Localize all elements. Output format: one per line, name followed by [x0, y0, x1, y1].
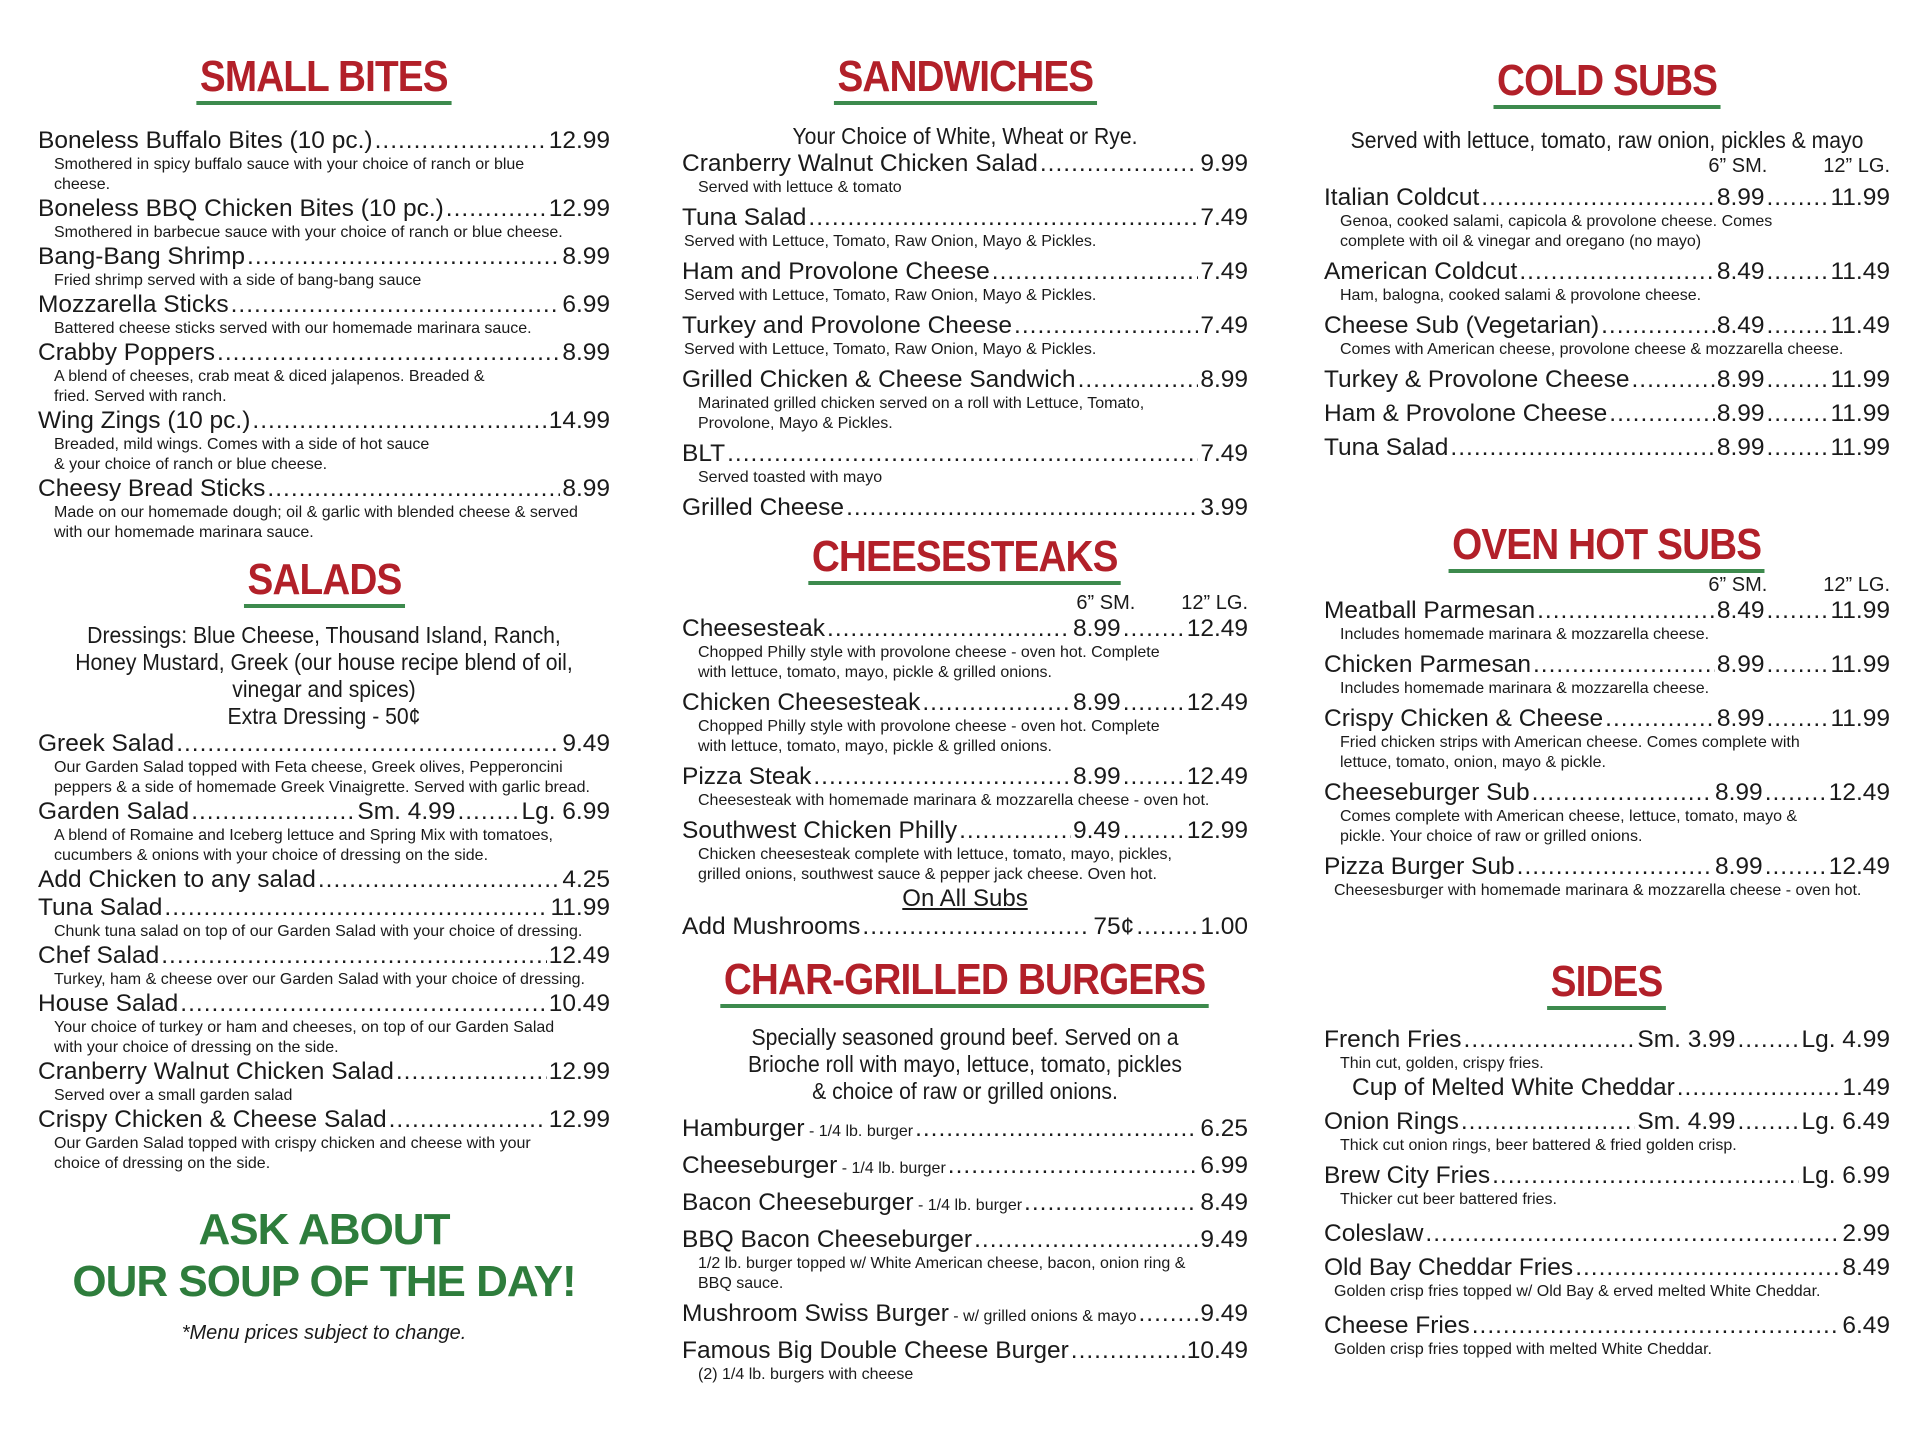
item-name: Meatball Parmesan — [1324, 597, 1536, 624]
item-name: Southwest Chicken Philly — [682, 817, 958, 844]
menu-item — [38, 730, 610, 798]
item-name: Garden Salad — [38, 798, 190, 825]
item-price-small: 9.49 — [1073, 817, 1121, 844]
item-description: Fried shrimp served with a side of bang-bang sauce — [54, 272, 422, 289]
menu-item — [682, 1226, 1248, 1294]
item-price: 9.49 — [562, 730, 610, 757]
item-name: BBQ Bacon Cheeseburger — [682, 1226, 973, 1253]
item-description: Made on our homemade dough; oil & garlic with blended cheese & served with our homemade marinara sauce. — [54, 504, 578, 541]
item-price-small: 8.99 — [1716, 434, 1765, 461]
menu-item — [682, 1189, 1248, 1220]
menu-item — [682, 204, 1248, 252]
item-price-large: Lg. 6.99 — [521, 798, 610, 825]
item-price: 12.49 — [548, 942, 610, 969]
item-name: Grilled Chicken & Cheese Sandwich — [682, 366, 1076, 393]
item-price: 9.49 — [1200, 1300, 1248, 1327]
item-name: Cheese Sub (Vegetarian) — [1324, 312, 1600, 339]
item-description: Comes with American cheese, provolone cheese & mozzarella cheese. — [1340, 341, 1844, 358]
item-description: Battered cheese sticks served with our homemade marinara sauce. — [54, 320, 532, 337]
item-name: Greek Salad — [38, 730, 175, 757]
small-bites-heading: SMALL BITES — [38, 54, 610, 105]
menu-item — [1324, 1074, 1890, 1102]
item-description: Chopped Philly style with provolone cheese - oven hot. Complete with lettuce, tomato, mayo, pickle & grilled onions. — [698, 718, 1160, 755]
item-name: Bacon Cheeseburger — [682, 1189, 914, 1216]
item-description: Thicker cut beer battered fries. — [1340, 1191, 1557, 1208]
item-price-large: 11.99 — [1830, 597, 1890, 624]
item-price-large: 12.99 — [1186, 817, 1248, 844]
item-note: - 1/4 lb. burger — [804, 1123, 914, 1140]
menu-item — [682, 1300, 1248, 1331]
menu-item — [38, 127, 610, 195]
menu-item — [38, 243, 610, 291]
item-price: 6.49 — [1842, 1312, 1890, 1339]
item-name: Boneless BBQ Chicken Bites (10 pc.) — [38, 195, 444, 222]
item-description: Cheesesburger with homemade marinara & mozzarella cheese - oven hot. — [1334, 882, 1862, 899]
item-price-small: Sm. 4.99 — [1637, 1108, 1736, 1135]
item-price-small: 8.99 — [1716, 651, 1765, 678]
item-name: Cheeseburger Sub — [1324, 779, 1530, 806]
item-price: 7.49 — [1200, 312, 1248, 339]
item-price: 12.99 — [548, 1106, 610, 1133]
soup-line-2: OUR SOUP OF THE DAY! — [72, 1257, 576, 1306]
item-name: Famous Big Double Cheese Burger — [682, 1337, 1069, 1364]
item-price-small: 8.49 — [1716, 258, 1765, 285]
item-name: Chicken Parmesan — [1324, 651, 1531, 678]
item-description: Served with Lettuce, Tomato, Raw Onion, Mayo & Pickles. — [684, 287, 1097, 304]
item-price: 10.49 — [1186, 1337, 1248, 1364]
item-name: Turkey & Provolone Cheese — [1324, 366, 1630, 393]
item-description: Our Garden Salad topped with Feta cheese, Greek olives, Pepperoncini peppers & a side of homemade Greek Vinaigrette. Served with garlic bread. — [54, 759, 590, 796]
menu-item — [1324, 184, 1890, 252]
oven-hot-subs-heading: OVEN HOT SUBS — [1324, 522, 1890, 573]
item-price-small: 8.49 — [1716, 312, 1765, 339]
item-description: Genoa, cooked salami, capicola & provolone cheese. Comes complete with oil & vinegar and oregano (no mayo) — [1340, 213, 1773, 250]
item-description: Your choice of turkey or ham and cheeses, on top of our Garden Salad with your choice of dressing on the side. — [54, 1019, 555, 1056]
menu-item — [38, 1058, 610, 1106]
menu-item — [38, 195, 610, 243]
item-name: American Coldcut — [1324, 258, 1518, 285]
large-size-label: 12” LG. — [1181, 592, 1248, 614]
size-column-headers — [682, 591, 1248, 615]
item-name: Old Bay Cheddar Fries — [1324, 1254, 1574, 1281]
burgers-subtitle: Specially seasoned ground beef. Served on a Brioche roll with mayo, lettuce, tomato, pickles & choice of raw or grilled onions. — [748, 1024, 1182, 1104]
item-name: Ham and Provolone Cheese — [682, 258, 990, 285]
item-price-small: 8.99 — [1716, 184, 1765, 211]
item-name: Hamburger — [682, 1115, 805, 1142]
item-description: 1/2 lb. burger topped w/ White American cheese, bacon, onion ring & BBQ sauce. — [698, 1255, 1186, 1292]
column-left — [38, 0, 610, 1345]
item-name: Cheese Fries — [1324, 1312, 1470, 1339]
item-name: Chicken Cheesesteak — [682, 689, 921, 716]
menu-item — [682, 1337, 1248, 1385]
extra-dressing-text: Extra Dressing - 50¢ — [227, 703, 421, 729]
burgers-heading: CHAR-GRILLED BURGERS — [682, 957, 1248, 1008]
large-size-label: 12” LG. — [1823, 574, 1890, 596]
item-price-small: 8.99 — [1073, 615, 1121, 642]
item-name: Mushroom Swiss Burger — [682, 1300, 949, 1327]
price-disclaimer: *Menu prices subject to change. — [181, 1322, 467, 1344]
item-price-large: 11.49 — [1830, 312, 1890, 339]
item-price-large: 11.49 — [1830, 258, 1890, 285]
item-name: Tuna Salad — [38, 894, 163, 921]
menu-item — [682, 150, 1248, 198]
item-price-small: 8.99 — [1716, 366, 1765, 393]
menu-item — [1324, 400, 1890, 428]
add-mushrooms-row — [682, 913, 1248, 941]
item-description: Served with Lettuce, Tomato, Raw Onion, Mayo & Pickles. — [684, 233, 1097, 250]
item-name: Cheeseburger — [682, 1152, 838, 1179]
sides-heading: SIDES — [1324, 959, 1890, 1010]
item-price-large: 12.49 — [1186, 615, 1248, 642]
item-price-large: 11.99 — [1830, 651, 1890, 678]
menu-item — [682, 763, 1248, 811]
item-price-large: 1.00 — [1200, 913, 1248, 940]
item-name: French Fries — [1324, 1026, 1462, 1053]
item-name: House Salad — [38, 990, 179, 1017]
item-price: 6.99 — [562, 291, 610, 318]
menu-item — [38, 407, 610, 475]
item-description: Chopped Philly style with provolone cheese - oven hot. Complete with lettuce, tomato, mayo, pickle & grilled onions. — [698, 644, 1160, 681]
menu-item — [1324, 258, 1890, 306]
item-name: Crispy Chicken & Cheese Salad — [38, 1106, 387, 1133]
item-name: Cheesesteak — [682, 615, 826, 642]
column-right — [1324, 0, 1890, 1360]
size-column-headers — [1324, 573, 1890, 597]
item-note: - 1/4 lb. burger — [837, 1160, 946, 1177]
item-name: Ham & Provolone Cheese — [1324, 400, 1608, 427]
item-price-large: 11.99 — [1830, 366, 1890, 393]
item-price: 8.99 — [562, 475, 610, 502]
menu-item — [1324, 1026, 1890, 1074]
item-price-large: 12.49 — [1828, 853, 1890, 880]
item-price-large: Lg. 4.99 — [1801, 1026, 1890, 1053]
item-price-small: 8.99 — [1716, 400, 1765, 427]
item-price-large: 11.99 — [1830, 434, 1890, 461]
dressings-text: Dressings: Blue Cheese, Thousand Island, Ranch, Honey Mustard, Greek (our house recipe blend of oil, vinegar and spices) — [75, 622, 573, 702]
item-name: Tuna Salad — [1324, 434, 1449, 461]
item-price: 12.99 — [548, 127, 610, 154]
item-description: Served toasted with mayo — [698, 469, 883, 486]
cheesesteaks-heading: CHEESESTEAKS — [682, 534, 1248, 585]
menu-item — [682, 366, 1248, 434]
item-name: Pizza Steak — [682, 763, 812, 790]
menu-item — [1324, 434, 1890, 462]
item-description: Our Garden Salad topped with crispy chicken and cheese with your choice of dressing on the side. — [54, 1135, 531, 1172]
item-price: 6.99 — [1200, 1152, 1248, 1179]
item-price: 8.49 — [1200, 1189, 1248, 1216]
item-description: Chicken cheesesteak complete with lettuce, tomato, mayo, pickles, grilled onions, southwest sauce & pepper jack cheese. Oven hot. — [698, 846, 1172, 883]
item-note: - w/ grilled onions & mayo — [948, 1308, 1137, 1325]
item-price: 8.99 — [1200, 366, 1248, 393]
item-description: Golden crisp fries topped with melted White Cheddar. — [1334, 1341, 1712, 1358]
menu-item — [38, 942, 610, 990]
item-description: Includes homemade marinara & mozzarella cheese. — [1340, 680, 1710, 697]
menu-item — [1324, 1162, 1890, 1210]
item-price: 6.25 — [1200, 1115, 1248, 1142]
item-name: Brew City Fries — [1324, 1162, 1491, 1189]
small-size-label: 6” SM. — [1708, 155, 1768, 177]
item-name: Cranberry Walnut Chicken Salad — [38, 1058, 394, 1085]
item-note: - 1/4 lb. burger — [913, 1197, 1023, 1214]
item-description: Smothered in spicy buffalo sauce with your choice of ranch or blue cheese. — [54, 156, 525, 193]
item-description: Fried chicken strips with American cheese. Comes complete with lettuce, tomato, onion, mayo & pickle. — [1340, 734, 1800, 771]
menu-item — [1324, 597, 1890, 645]
menu-item — [682, 817, 1248, 885]
menu-item — [682, 258, 1248, 306]
item-name: BLT — [682, 440, 726, 467]
item-price-small: 8.49 — [1716, 597, 1765, 624]
item-price: 7.49 — [1200, 440, 1248, 467]
item-description: Includes homemade marinara & mozzarella cheese. — [1340, 626, 1710, 643]
item-price-large: 12.49 — [1828, 779, 1890, 806]
item-price-large: 11.99 — [1830, 184, 1890, 211]
item-price-large: 11.99 — [1830, 705, 1890, 732]
item-price: 7.49 — [1200, 258, 1248, 285]
item-price-small: 75¢ — [1093, 913, 1135, 940]
item-description: Served with Lettuce, Tomato, Raw Onion, Mayo & Pickles. — [684, 341, 1097, 358]
menu-item — [682, 494, 1248, 522]
item-name: Mozzarella Sticks — [38, 291, 229, 318]
item-description: Ham, balogna, cooked salami & provolone cheese. — [1340, 287, 1702, 304]
menu-item — [1324, 366, 1890, 394]
item-name: Cup of Melted White Cheddar — [1352, 1074, 1675, 1101]
item-description: Comes complete with American cheese, lettuce, tomato, mayo & pickle. Your choice of raw or grilled onions. — [1340, 808, 1798, 845]
item-name: Italian Coldcut — [1324, 184, 1480, 211]
sandwiches-heading: SANDWICHES — [682, 54, 1248, 105]
menu-item — [682, 312, 1248, 360]
menu-item — [1324, 1312, 1890, 1360]
item-price-small: 8.99 — [1716, 705, 1765, 732]
item-price-large: 12.49 — [1186, 689, 1248, 716]
item-price-small: 8.99 — [1073, 763, 1121, 790]
item-description: (2) 1/4 lb. burgers with cheese — [698, 1366, 914, 1383]
menu-item — [1324, 651, 1890, 699]
item-price: 1.49 — [1842, 1074, 1890, 1101]
item-description: Thick cut onion rings, beer battered & fried golden crisp. — [1340, 1137, 1737, 1154]
item-price: 9.99 — [1200, 150, 1248, 177]
item-name: Wing Zings (10 pc.) — [38, 407, 251, 434]
item-price: 2.99 — [1842, 1220, 1890, 1247]
menu-item — [1324, 1220, 1890, 1248]
menu-item — [38, 1106, 610, 1174]
item-description: Breaded, mild wings. Comes with a side of hot sauce & your choice of ranch or blue cheese. — [54, 436, 430, 473]
item-name: Turkey and Provolone Cheese — [682, 312, 1013, 339]
item-price-small: 8.99 — [1715, 853, 1763, 880]
item-name: Onion Rings — [1324, 1108, 1459, 1135]
menu-item — [1324, 853, 1890, 901]
on-all-subs-label: On All Subs — [902, 885, 1028, 912]
menu-item — [38, 798, 610, 866]
item-price: 9.49 — [1200, 1226, 1248, 1253]
item-price: 8.99 — [562, 339, 610, 366]
item-price: Lg. 6.99 — [1801, 1162, 1890, 1189]
menu-item — [38, 475, 610, 543]
item-description: Served with lettuce & tomato — [698, 179, 902, 196]
item-description: Cheesesteak with homemade marinara & mozzarella cheese - oven hot. — [698, 792, 1210, 809]
menu-item — [38, 866, 610, 894]
menu-item — [38, 291, 610, 339]
menu-item — [38, 894, 610, 942]
column-middle — [682, 0, 1248, 1385]
menu-item — [682, 1115, 1248, 1146]
item-price: 3.99 — [1200, 494, 1248, 521]
item-price-small: 8.99 — [1073, 689, 1121, 716]
item-name: Chef Salad — [38, 942, 160, 969]
menu-item — [682, 440, 1248, 488]
size-column-headers — [1324, 154, 1890, 178]
cold-subs-subtitle: Served with lettuce, tomato, raw onion, pickles & mayo — [1350, 127, 1864, 153]
item-description: Thin cut, golden, crispy fries. — [1340, 1055, 1544, 1072]
item-name: Add Mushrooms — [682, 913, 861, 940]
small-size-label: 6” SM. — [1076, 592, 1136, 614]
item-price: 11.99 — [550, 894, 610, 921]
item-price-large: 12.49 — [1186, 763, 1248, 790]
item-name: Bang-Bang Shrimp — [38, 243, 246, 270]
menu-item — [1324, 312, 1890, 360]
menu-item — [682, 1152, 1248, 1183]
item-name: Cranberry Walnut Chicken Salad — [682, 150, 1038, 177]
sandwiches-subtitle: Your Choice of White, Wheat or Rye. — [792, 123, 1138, 149]
menu-item — [1324, 1108, 1890, 1156]
large-size-label: 12” LG. — [1823, 155, 1890, 177]
item-price: 8.99 — [562, 243, 610, 270]
menu-item — [1324, 1254, 1890, 1302]
item-price-small: Sm. 3.99 — [1637, 1026, 1736, 1053]
item-description: A blend of cheeses, crab meat & diced jalapenos. Breaded & fried. Served with ranch. — [54, 368, 485, 405]
menu-item — [682, 615, 1248, 683]
small-size-label: 6” SM. — [1708, 574, 1768, 596]
item-description: Marinated grilled chicken served on a roll with Lettuce, Tomato, Provolone, Mayo & Pickles. — [698, 395, 1145, 432]
menu-item — [38, 990, 610, 1058]
item-price-small: 8.99 — [1715, 779, 1763, 806]
menu-item — [1324, 705, 1890, 773]
item-description: Chunk tuna salad on top of our Garden Salad with your choice of dressing. — [54, 923, 583, 940]
item-name: Add Chicken to any salad — [38, 866, 316, 893]
item-price: 10.49 — [548, 990, 610, 1017]
item-price: 12.99 — [548, 1058, 610, 1085]
item-price-large: 11.99 — [1830, 400, 1890, 427]
item-description: Smothered in barbecue sauce with your choice of ranch or blue cheese. — [54, 224, 563, 241]
item-description: Served over a small garden salad — [54, 1087, 293, 1104]
item-name: Crabby Poppers — [38, 339, 216, 366]
menu-item — [1324, 779, 1890, 847]
item-price: 14.99 — [548, 407, 610, 434]
item-price: 7.49 — [1200, 204, 1248, 231]
item-name: Pizza Burger Sub — [1324, 853, 1515, 880]
item-name: Tuna Salad — [682, 204, 807, 231]
item-price: 4.25 — [562, 866, 610, 893]
item-description: Golden crisp fries topped w/ Old Bay & erved melted White Cheddar. — [1334, 1283, 1821, 1300]
item-price-small: Sm. 4.99 — [357, 798, 456, 825]
salads-heading: SALADS — [38, 557, 610, 608]
item-name: Grilled Cheese — [682, 494, 845, 521]
item-description: Turkey, ham & cheese over our Garden Salad with your choice of dressing. — [54, 971, 585, 988]
item-name: Cheesy Bread Sticks — [38, 475, 266, 502]
item-name: Boneless Buffalo Bites (10 pc.) — [38, 127, 373, 154]
soup-line-1: ASK ABOUT — [198, 1205, 450, 1254]
item-name: Crispy Chicken & Cheese — [1324, 705, 1604, 732]
menu-item — [682, 689, 1248, 757]
item-price: 8.49 — [1842, 1254, 1890, 1281]
item-price: 12.99 — [548, 195, 610, 222]
menu-item — [38, 339, 610, 407]
item-name: Coleslaw — [1324, 1220, 1424, 1247]
cold-subs-heading: COLD SUBS — [1324, 58, 1890, 109]
item-description: A blend of Romaine and Iceberg lettuce and Spring Mix with tomatoes, cucumbers & onions with your choice of dressing on the side. — [54, 827, 553, 864]
item-price-large: Lg. 6.49 — [1801, 1108, 1890, 1135]
